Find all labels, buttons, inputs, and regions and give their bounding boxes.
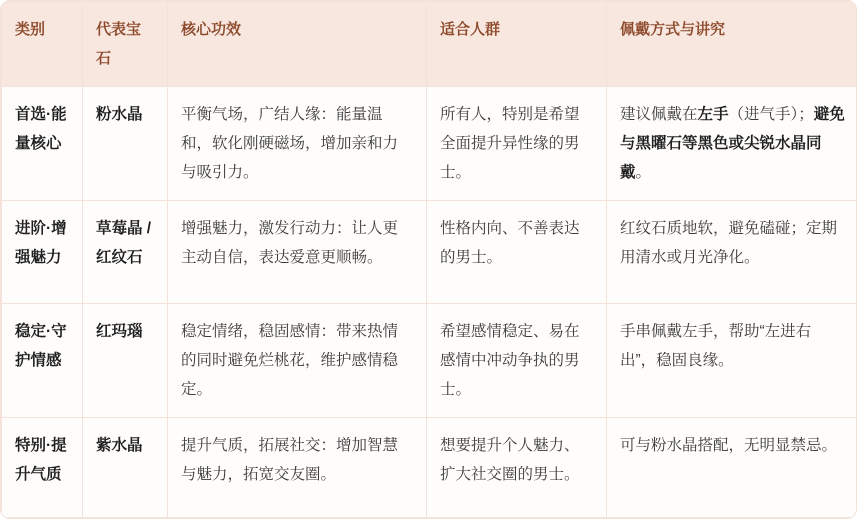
cell-wear <box>607 304 857 418</box>
table-row <box>2 418 857 518</box>
cell-category: 特别·提升气质 <box>2 418 83 518</box>
column-header-category: 类别 <box>2 2 83 87</box>
cell-gem: 红玛瑙 <box>83 304 168 418</box>
cell-wear <box>607 201 857 304</box>
cell-effect: 稳定情绪，稳固感情：带来热情的同时避免烂桃花，维护感情稳定。 <box>168 304 427 418</box>
cell-audience: 想要提升个人魅力、扩大社交圈的男士。 <box>427 418 607 518</box>
column-header-effect: 核心功效 <box>168 2 427 87</box>
header-row <box>2 2 857 87</box>
column-header-audience: 适合人群 <box>427 2 607 87</box>
cell-audience: 所有人，特别是希望全面提升异性缘的男士。 <box>427 87 607 201</box>
cell-effect: 提升气质，拓展社交：增加智慧与魅力，拓宽交友圈。 <box>168 418 427 518</box>
cell-effect: 平衡气场，广结人缘：能量温和，软化刚硬磁场，增加亲和力与吸引力。 <box>168 87 427 201</box>
table-row <box>2 87 857 201</box>
wear-text: 可与粉水晶搭配，无明显禁忌。 <box>620 437 837 454</box>
cell-wear <box>607 418 857 518</box>
cell-category: 稳定·守护情感 <box>2 304 83 418</box>
cell-audience: 希望感情稳定、易在感情中冲动争执的男士。 <box>427 304 607 418</box>
cell-category: 进阶·增强魅力 <box>2 201 83 304</box>
column-header-gem: 代表宝石 <box>83 2 168 87</box>
wear-text-emphasis: 避免与黑曜石等黑色或尖锐水晶同戴 <box>620 106 845 181</box>
table-row <box>2 201 857 304</box>
cell-gem: 草莓晶 / 红纹石 <box>83 201 168 304</box>
wear-text: 红纹石质地软，避免磕碰；定期用清水或月光净化。 <box>620 220 837 266</box>
table-row <box>2 304 857 418</box>
cell-gem: 粉水晶 <box>83 87 168 201</box>
cell-gem: 紫水晶 <box>83 418 168 518</box>
column-header-wear: 佩戴方式与讲究 <box>607 2 857 87</box>
cell-audience: 性格内向、不善表达的男士。 <box>427 201 607 304</box>
gemstone-table <box>1 1 857 518</box>
cell-category: 首选·能量核心 <box>2 87 83 201</box>
wear-text: 。 <box>636 164 652 181</box>
cell-effect: 增强魅力，激发行动力：让人更主动自信，表达爱意更顺畅。 <box>168 201 427 304</box>
cell-wear <box>607 87 857 201</box>
wear-text: 建议佩戴在 <box>620 106 698 123</box>
wear-text: 手串佩戴左手，帮助“左进右出”，稳固良缘。 <box>620 323 811 369</box>
wear-text-emphasis: 左手 <box>698 106 729 123</box>
wear-text: （进气手）； <box>729 106 814 123</box>
